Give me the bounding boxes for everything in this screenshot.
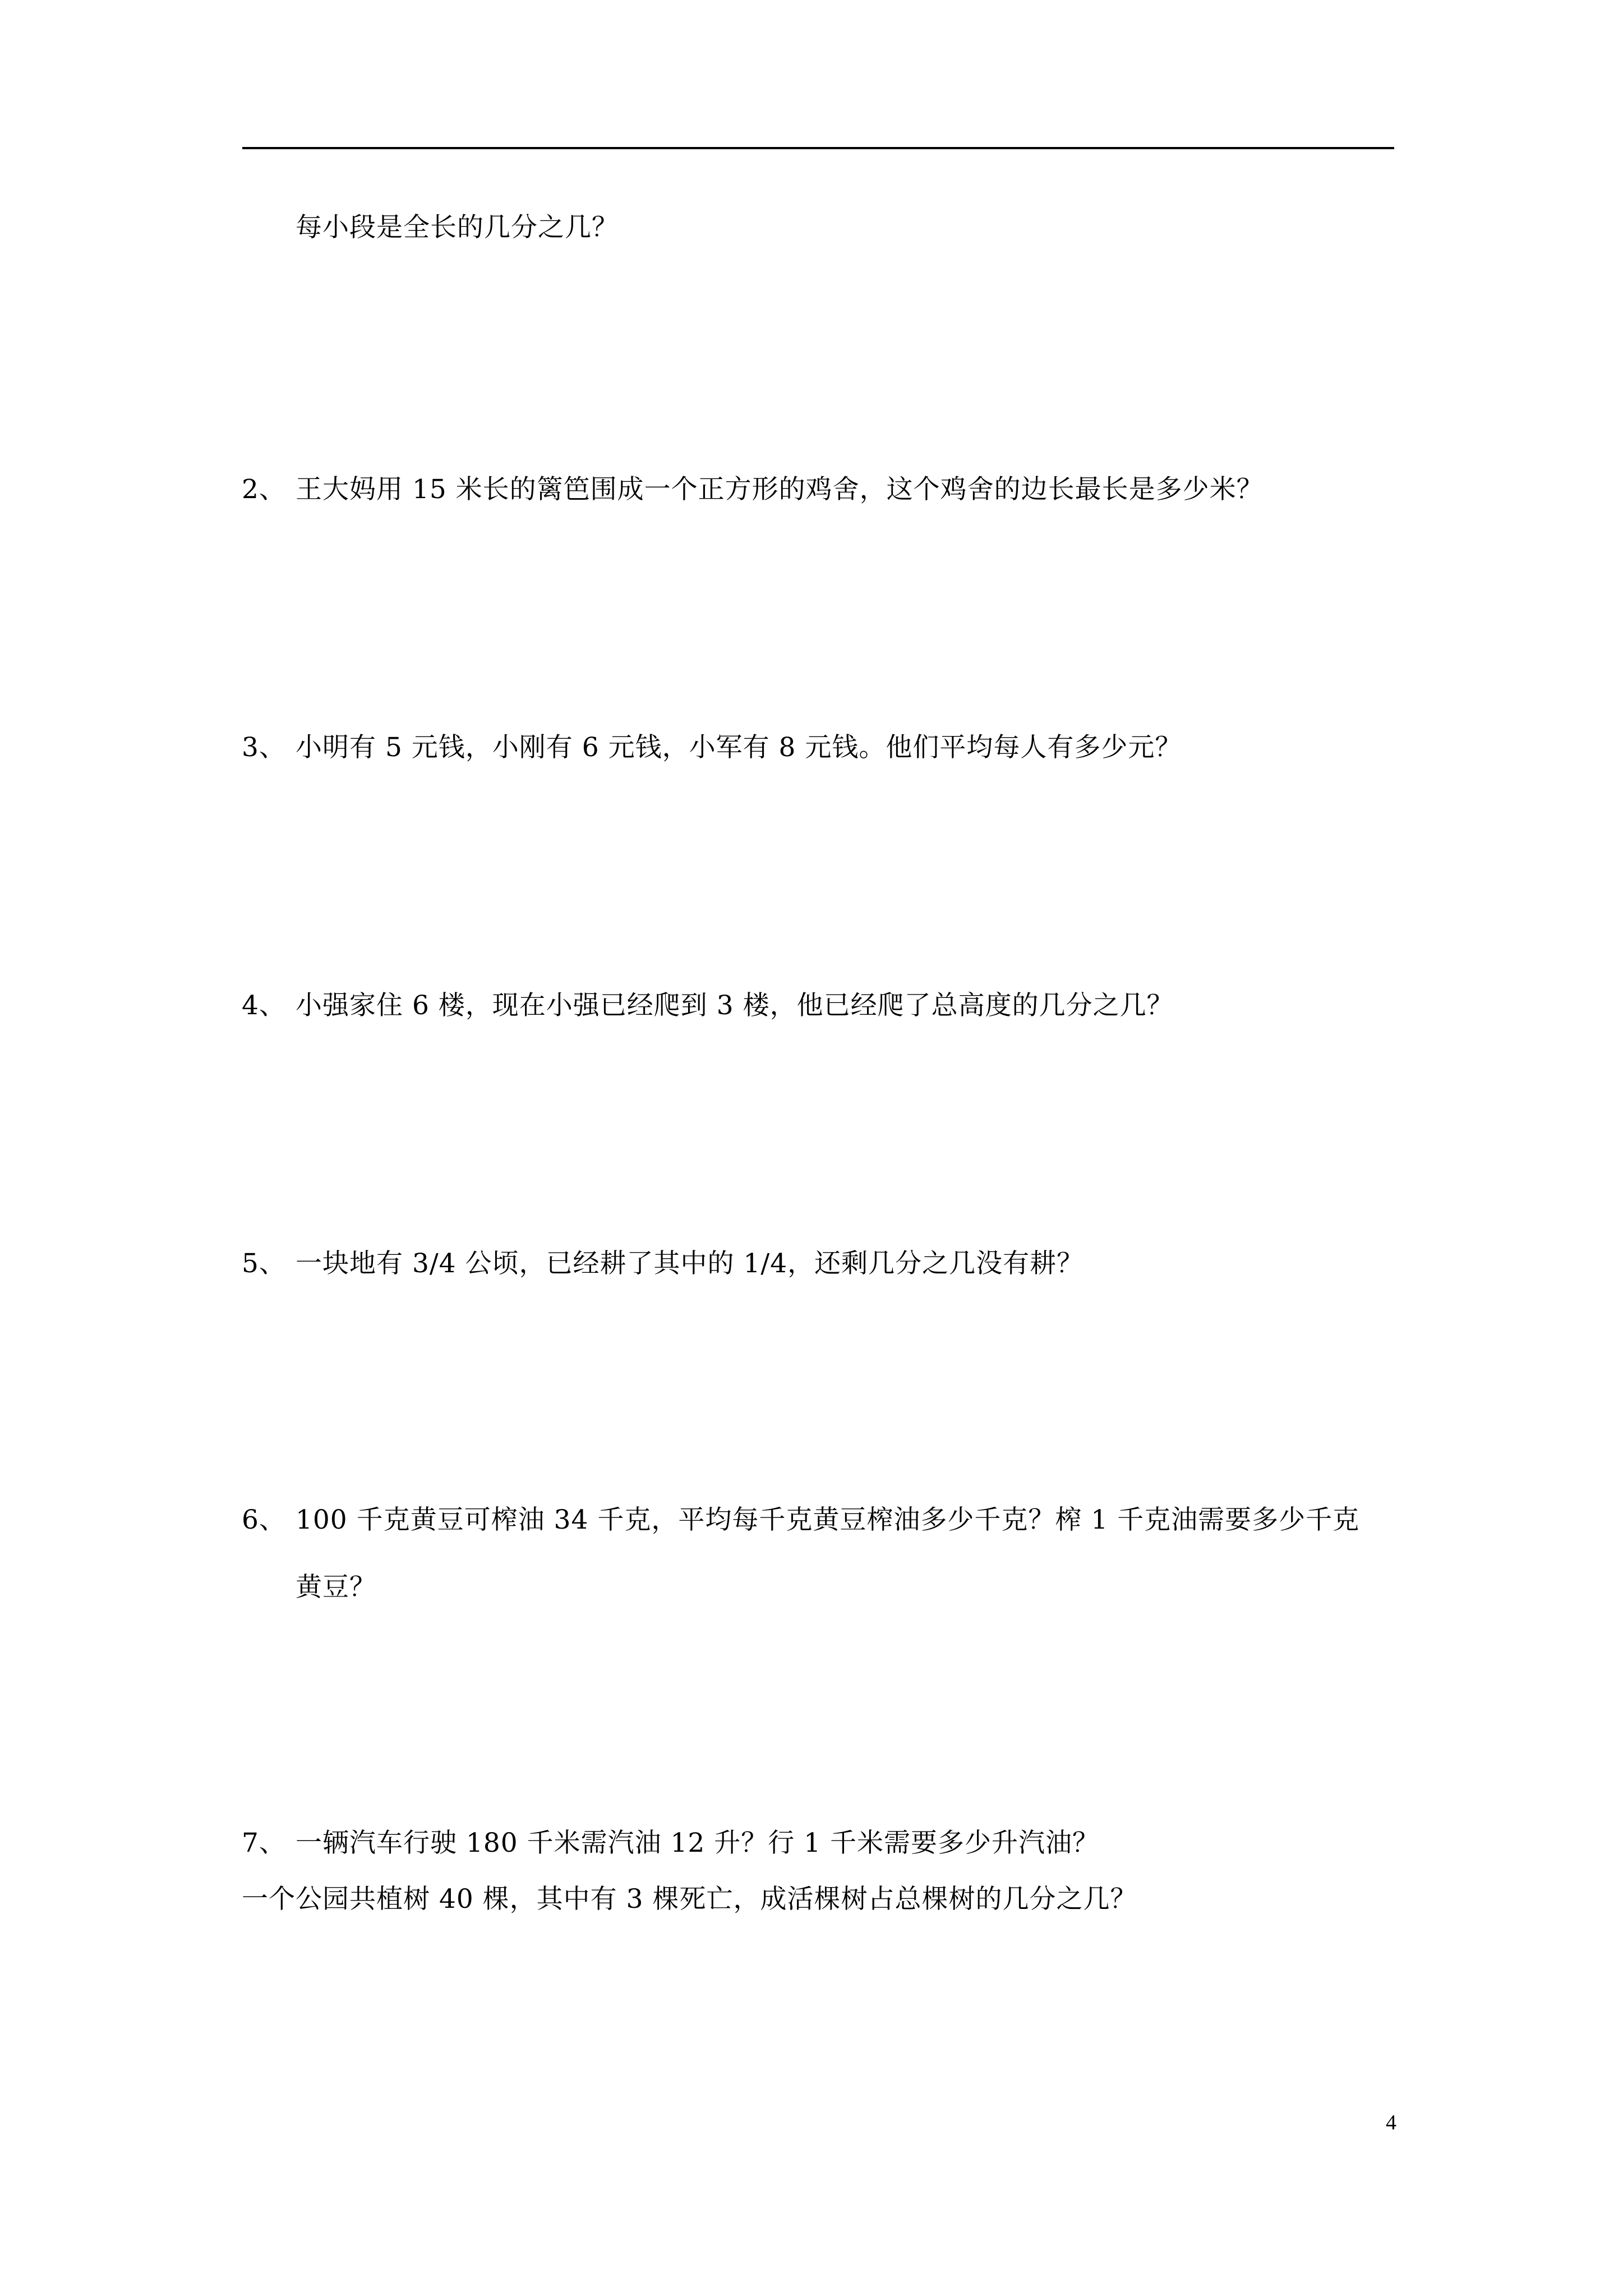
question-6: [242, 1503, 1359, 1537]
question-number: 5、: [242, 1248, 286, 1279]
question-2: [242, 473, 1264, 507]
question-number: 6、: [242, 1504, 286, 1535]
question-text: 100 千克黄豆可榨油 34 千克，平均每千克黄豆榨油多少千克？榨 1 千克油需要多少千克: [296, 1504, 1360, 1535]
question-text: 王大妈用 15 米长的篱笆围成一个正方形的鸡舍，这个鸡舍的边长最长是多少米？: [296, 474, 1264, 505]
extra-question: 一个公园共植树 40 棵，其中有 3 棵死亡，成活棵树占总棵树的几分之几？: [242, 1884, 1137, 1915]
question-4: [242, 989, 1174, 1023]
question-6-continuation: 黄豆？: [296, 1572, 376, 1603]
header-rule: [242, 147, 1394, 149]
question-5: [242, 1247, 1083, 1281]
question-number: 7、: [242, 1828, 286, 1858]
question-number: 2、: [242, 474, 286, 505]
question-1-continuation: 每小段是全长的几分之几？: [296, 212, 619, 243]
question-text: 一辆汽车行驶 180 千米需汽油 12 升？行 1 千米需要多少升汽油？: [296, 1828, 1100, 1858]
question-number: 3、: [242, 732, 286, 763]
question-text: 小明有 5 元钱，小刚有 6 元钱，小军有 8 元钱。他们平均每人有多少元？: [296, 732, 1182, 763]
page-number: 4: [1386, 2111, 1396, 2134]
question-7: [242, 1826, 1099, 1860]
question-3: [242, 731, 1182, 765]
question-text: 小强家住 6 楼，现在小强已经爬到 3 楼，他已经爬了总高度的几分之几？: [296, 990, 1174, 1021]
question-number: 4、: [242, 990, 286, 1021]
question-text: 一块地有 3/4 公顷，已经耕了其中的 1/4，还剩几分之几没有耕？: [296, 1248, 1084, 1279]
